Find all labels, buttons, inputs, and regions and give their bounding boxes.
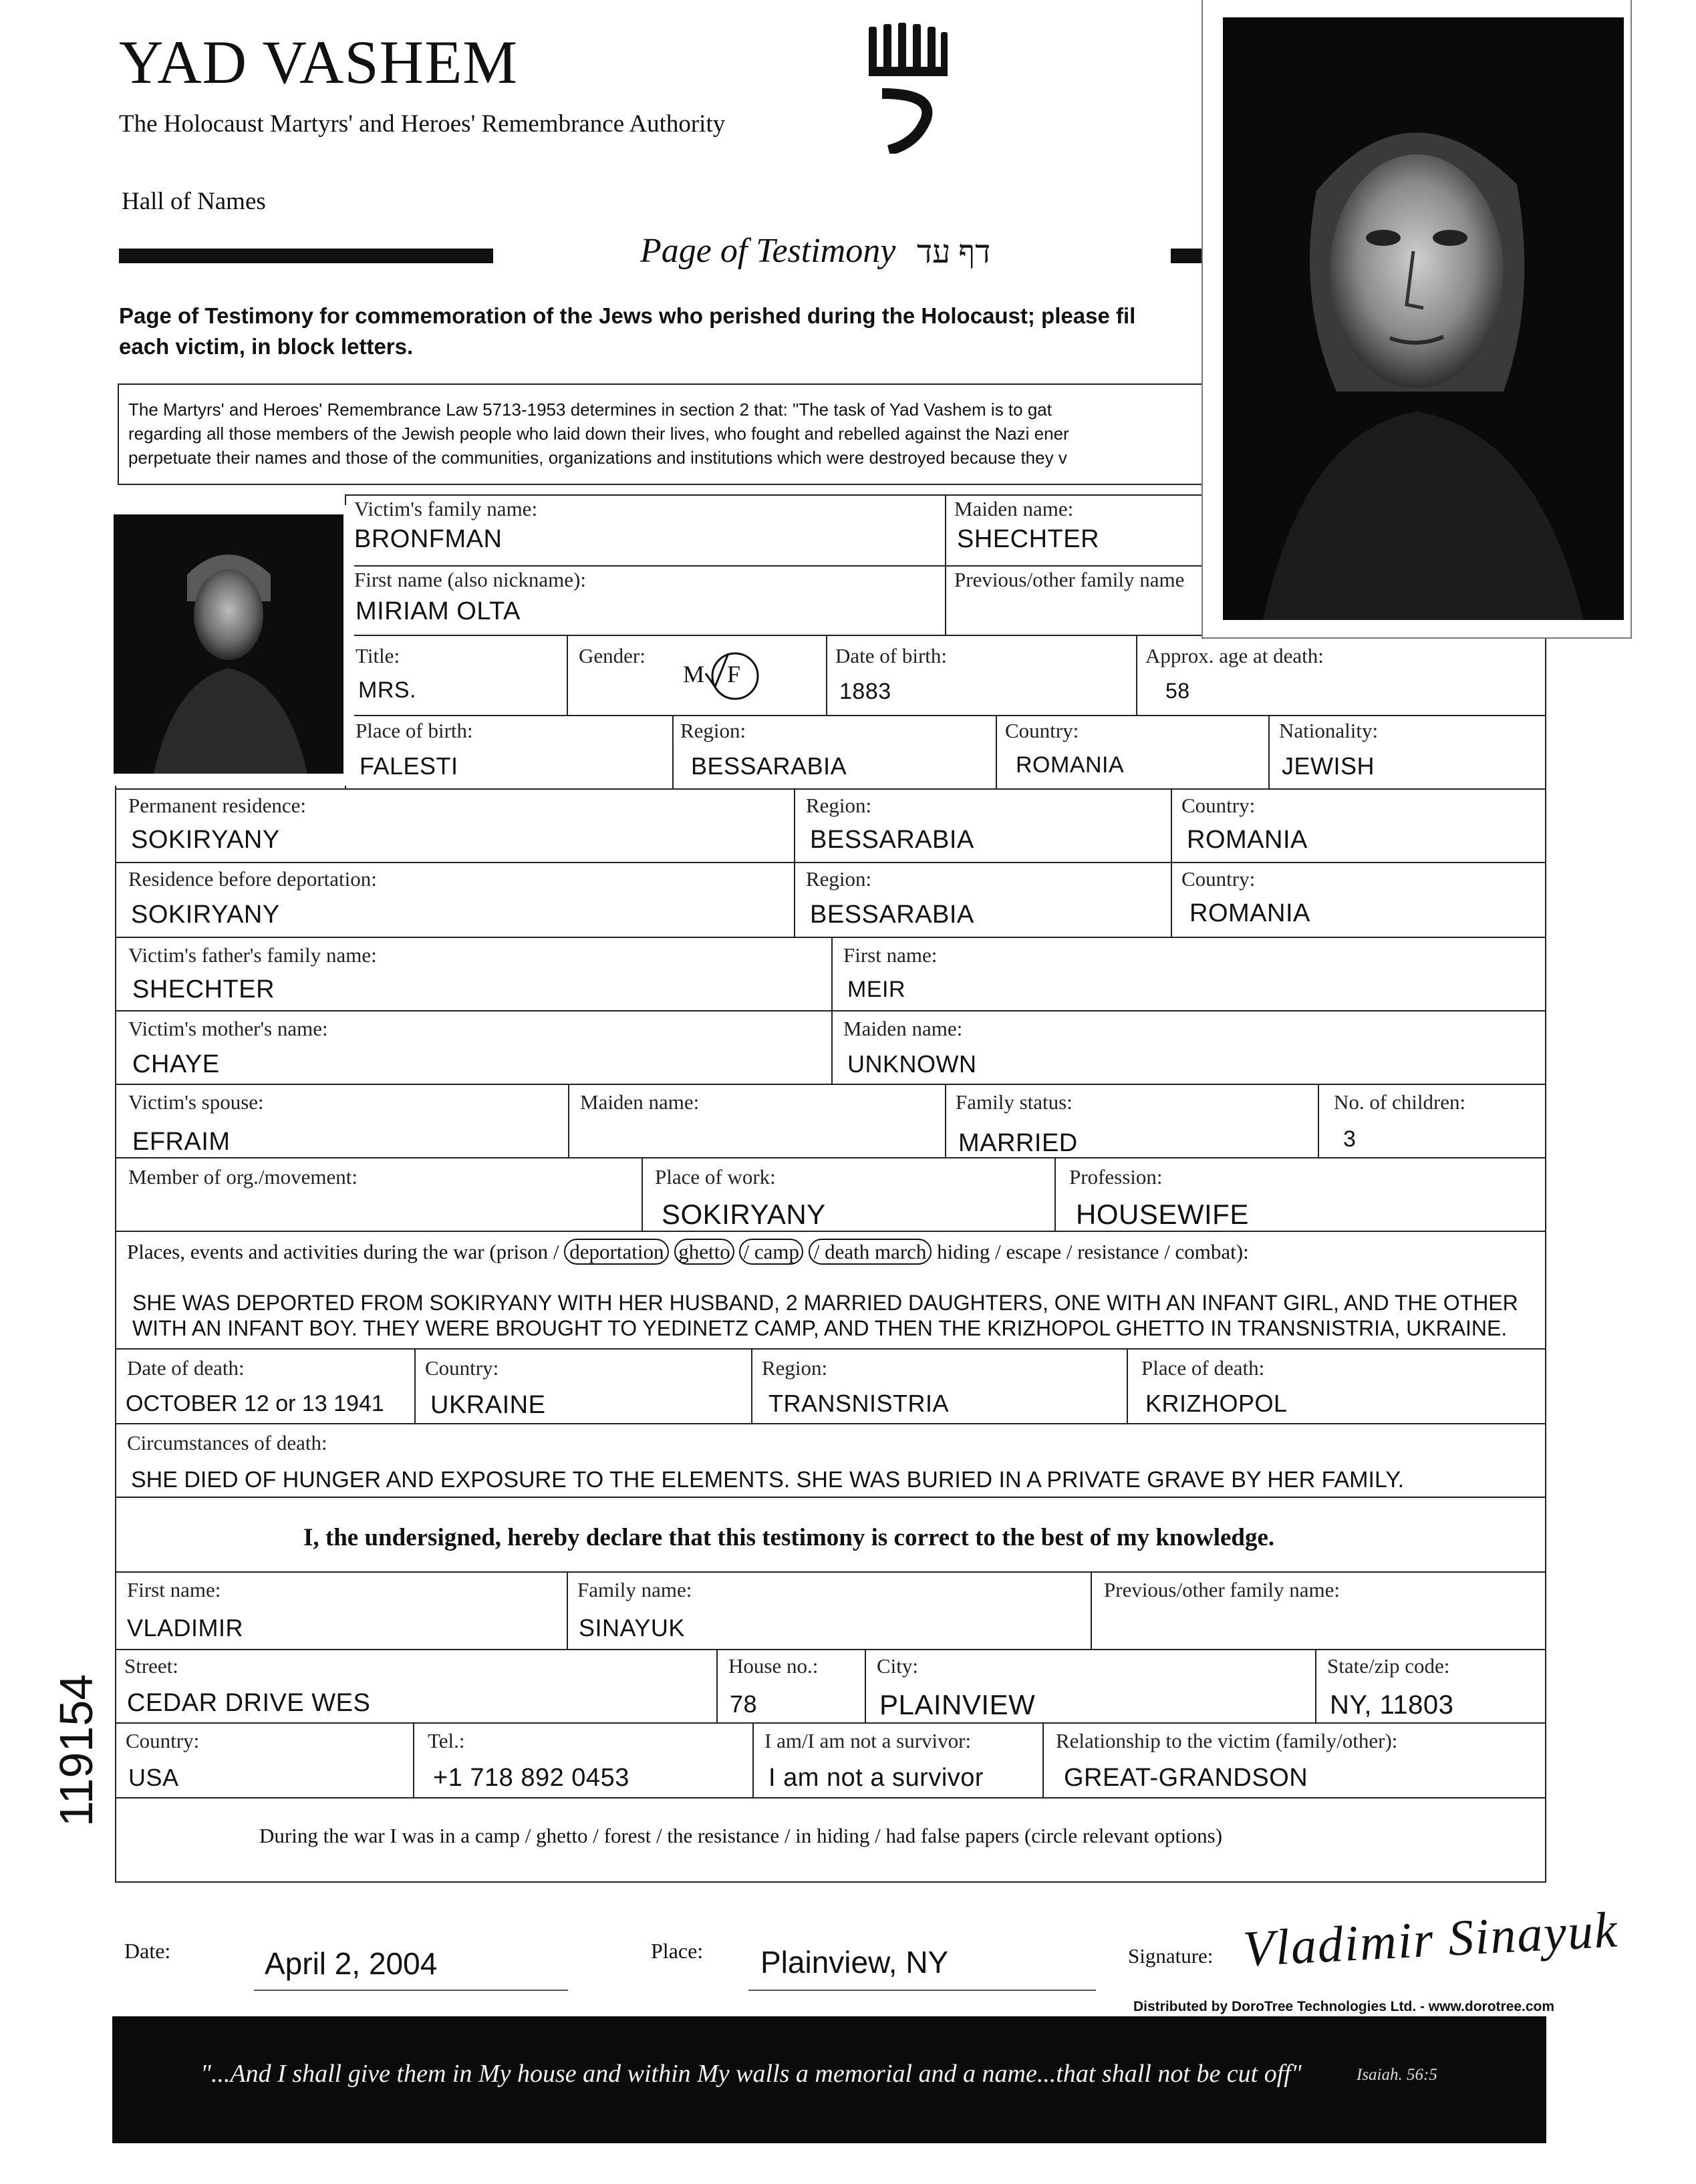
children: 3 — [1343, 1126, 1357, 1152]
country: USA — [128, 1764, 179, 1791]
grid — [1054, 1157, 1056, 1232]
victim-pob-region: BESSARABIA — [691, 752, 847, 780]
grid — [115, 1084, 1546, 1085]
res-before-country: ROMANIA — [1189, 899, 1310, 927]
victim-nationality-label: Nationality: — [1279, 719, 1379, 742]
page-title-hebrew: דף עד — [917, 235, 991, 270]
death-region-label: Region: — [762, 1356, 828, 1380]
date-underline — [254, 1990, 568, 1991]
father: SHECHTER — [132, 975, 275, 1003]
grid — [115, 1348, 1546, 1350]
margin-number: 119154 — [50, 1674, 102, 1827]
victim-previous-name-label: Previous/other family name — [954, 568, 1185, 591]
grid — [751, 1348, 752, 1424]
survivor-label: I am/I am not a survivor: — [764, 1729, 972, 1752]
form-left-border — [115, 708, 116, 1883]
hall-of-names: Hall of Names — [122, 188, 266, 215]
small-victim-photo — [114, 514, 343, 774]
grid — [672, 715, 674, 790]
instructions-line-2: each victim, in block letters. — [119, 334, 414, 359]
tel-label: Tel.: — [428, 1729, 465, 1752]
grid — [345, 565, 1227, 567]
place: Plainview, NY — [760, 1945, 949, 1980]
victim-pob: FALESTI — [360, 752, 458, 780]
war-opt-ghetto: ghetto — [674, 1239, 734, 1265]
grid — [865, 1649, 866, 1724]
father-first-label: First name: — [843, 943, 938, 967]
grid — [567, 1571, 568, 1650]
work: SOKIRYANY — [662, 1199, 826, 1230]
victim-pob-country-label: Country: — [1005, 719, 1079, 742]
dod-label: Date of death: — [127, 1356, 245, 1380]
grid — [345, 715, 1546, 716]
grid — [115, 1649, 1546, 1650]
gender-f: F — [727, 661, 741, 687]
grid — [567, 635, 568, 716]
victim-title-label: Title: — [356, 644, 400, 667]
victim-maiden-name: SHECHTER — [957, 525, 1100, 553]
spouse-label: Victim's spouse: — [128, 1090, 264, 1114]
street: CEDAR DRIVE WES — [127, 1689, 371, 1717]
father-label: Victim's father's family name: — [128, 943, 377, 967]
grid — [752, 1722, 754, 1799]
page-title: Page of Testimony — [640, 232, 896, 270]
perm-country-label: Country: — [1181, 794, 1256, 817]
grid — [115, 788, 1546, 790]
distributed-by: Distributed by DoroTree Technologies Ltd. - www.dorotree.com — [1133, 1999, 1555, 2014]
place-underline — [748, 1990, 1096, 1991]
dod: OCTOBER 12 or 13 1941 — [126, 1391, 384, 1416]
death-place-label: Place of death: — [1141, 1356, 1265, 1380]
submitter-family-name-label: Family name: — [577, 1578, 692, 1601]
place-label: Place: — [651, 1939, 704, 1963]
death-region: TRANSNISTRIA — [768, 1390, 950, 1417]
mother: CHAYE — [132, 1050, 220, 1078]
war-label-a: Places, events and activities during the war (prison / — [127, 1240, 559, 1263]
form-bottom-border — [115, 1881, 1546, 1883]
family-status-label: Family status: — [956, 1090, 1073, 1114]
street-label: Street: — [124, 1654, 178, 1678]
victim-first-name: MIRIAM OLTA — [356, 597, 521, 625]
war-opt-deportation: deportation — [564, 1239, 669, 1265]
grid — [1171, 788, 1172, 938]
quote-source: Isaiah. 56:5 — [1357, 2066, 1437, 2084]
law-line-3: perpetuate their names and those of the communities, organizations and institutions which were destroyed because they v — [128, 448, 1067, 468]
war-options-line — [127, 1240, 1249, 1264]
circumstances: SHE DIED OF HUNGER AND EXPOSURE TO THE ELEMENTS. SHE WAS BURIED IN A PRIVATE GRAVE BY HER FAMILY. — [131, 1467, 1405, 1493]
law-line-2: regarding all those members of the Jewish people who laid down their lives, who fought and rebelled against the Nazi ener — [128, 424, 1069, 444]
war-opt-death-march: / death march — [809, 1239, 932, 1265]
grid — [115, 1797, 1546, 1799]
grid — [115, 1571, 1546, 1573]
grid — [1091, 1571, 1092, 1650]
war-label-b: hiding / escape / resistance / combat): — [937, 1240, 1249, 1263]
title-bar-left — [119, 249, 493, 263]
death-country: UKRAINE — [430, 1391, 546, 1419]
perm-res-label: Permanent residence: — [128, 794, 306, 817]
perm-country: ROMANIA — [1187, 826, 1308, 854]
victim-family-name-label: Victim's family name: — [354, 497, 538, 520]
grid — [945, 1084, 946, 1158]
victim-dob-label: Date of birth: — [835, 644, 948, 667]
spouse-maiden-label: Maiden name: — [580, 1090, 700, 1114]
survivor: I am not a survivor — [768, 1764, 984, 1792]
profession: HOUSEWIFE — [1076, 1199, 1249, 1230]
law-line-1: The Martyrs' and Heroes' Remembrance Law 5713-1953 determines in section 2 that: "The task of Yad Vashem is to gat — [128, 400, 1052, 420]
victim-maiden-name-label: Maiden name: — [954, 497, 1074, 520]
victim-age: 58 — [1165, 679, 1190, 703]
victim-gender-label: Gender: — [579, 644, 646, 667]
grid — [1315, 1649, 1316, 1724]
signature: Vladimir Sinayuk — [1242, 1901, 1620, 1978]
work-label: Place of work: — [655, 1165, 776, 1189]
grid — [414, 1348, 416, 1424]
quote: "...And I shall give them in My house and within My walls a memorial and a name...that shall not be cut off" — [200, 2060, 1302, 2088]
large-victim-photo — [1223, 17, 1624, 620]
instructions-line-1: Page of Testimony for commemoration of the Jews who perished during the Holocaust; please fil — [119, 303, 1136, 328]
victim-family-name: BRONFMAN — [354, 525, 503, 553]
grid — [642, 1157, 643, 1232]
gender-selection-circle-icon — [698, 647, 764, 707]
tel: +1 718 892 0453 — [433, 1764, 629, 1792]
perm-region: BESSARABIA — [810, 826, 974, 854]
grid — [115, 1423, 1546, 1424]
org-name: YAD VASHEM — [119, 28, 519, 96]
org-subtitle: The Holocaust Martyrs' and Heroes' Remembrance Authority — [119, 110, 726, 138]
date: April 2, 2004 — [265, 1946, 438, 1981]
country-label: Country: — [126, 1729, 200, 1752]
res-before-country-label: Country: — [1181, 867, 1256, 891]
grid — [115, 1157, 1546, 1158]
victim-pob-label: Place of birth: — [356, 719, 473, 742]
submitter-first-name-label: First name: — [127, 1578, 221, 1601]
war-text-2: WITH AN INFANT BOY. THEY WERE BROUGHT TO YEDINETZ CAMP, AND THEN THE KRIZHOPOL GHETTO IN TRANSNISTRIA, UKRAINE. — [132, 1316, 1508, 1340]
relationship: GREAT-GRANDSON — [1064, 1764, 1308, 1792]
submitter-family-name: SINAYUK — [579, 1614, 685, 1642]
grid — [115, 1497, 1546, 1498]
city-label: City: — [877, 1654, 919, 1678]
yad-vashem-logo-icon — [862, 20, 956, 154]
mother-maiden: UNKNOWN — [847, 1050, 977, 1078]
war-text-1: SHE WAS DEPORTED FROM SOKIRYANY WITH HER HUSBAND, 2 MARRIED DAUGHTERS, ONE WITH AN INFANT GIRL, AND THE OTHER — [132, 1291, 1518, 1315]
state: NY, 11803 — [1330, 1690, 1454, 1720]
gender-m: M — [683, 661, 705, 687]
res-before-label: Residence before deportation: — [128, 867, 377, 891]
grid — [826, 635, 827, 716]
perm-res: SOKIRYANY — [131, 826, 280, 854]
grid — [413, 1722, 414, 1799]
grid — [996, 715, 997, 790]
grid — [115, 1231, 1546, 1232]
submitter-previous-label: Previous/other family name: — [1104, 1578, 1340, 1601]
grid — [794, 788, 795, 938]
children-label: No. of children: — [1334, 1090, 1466, 1114]
circumstances-label: Circumstances of death: — [127, 1431, 327, 1454]
relationship-label: Relationship to the victim (family/other): — [1056, 1729, 1398, 1752]
victim-nationality: JEWISH — [1282, 752, 1375, 780]
victim-pob-region-label: Region: — [680, 719, 746, 742]
family-status: MARRIED — [958, 1129, 1078, 1157]
victim-first-name-label: First name (also nickname): — [354, 568, 586, 591]
member-label: Member of org./movement: — [128, 1165, 358, 1189]
declaration: I, the undersigned, hereby declare that this testimony is correct to the best of my knowledge. — [303, 1524, 1275, 1551]
form-right-border — [1545, 635, 1546, 1883]
grid — [115, 862, 1546, 863]
victim-title: MRS. — [358, 677, 416, 703]
signature-label: Signature: — [1128, 1944, 1214, 1968]
city: PLAINVIEW — [879, 1689, 1036, 1720]
res-before-region-label: Region: — [806, 867, 872, 891]
mother-label: Victim's mother's name: — [128, 1017, 328, 1040]
grid — [1268, 715, 1270, 790]
grid — [115, 1722, 1546, 1724]
death-place: KRIZHOPOL — [1145, 1390, 1288, 1417]
house: 78 — [730, 1690, 758, 1718]
victim-dob: 1883 — [839, 679, 891, 704]
victim-age-label: Approx. age at death: — [1145, 644, 1324, 667]
submitter-first-name: VLADIMIR — [127, 1614, 244, 1642]
grid — [1136, 635, 1137, 716]
war-opt-camp: / camp — [739, 1239, 803, 1265]
death-country-label: Country: — [425, 1356, 499, 1380]
date-label: Date: — [124, 1939, 171, 1963]
res-before: SOKIRYANY — [131, 901, 280, 929]
grid — [115, 1010, 1546, 1011]
grid — [345, 494, 1227, 496]
grid — [568, 1084, 569, 1158]
profession-label: Profession: — [1069, 1165, 1163, 1189]
father-first: MEIR — [847, 977, 905, 1002]
grid — [1127, 1348, 1128, 1424]
spouse: EFRAIM — [132, 1128, 231, 1156]
perm-region-label: Region: — [806, 794, 872, 817]
victim-pob-country: ROMANIA — [1016, 752, 1125, 778]
mother-maiden-label: Maiden name: — [843, 1017, 963, 1040]
grid — [1318, 1084, 1319, 1158]
res-before-region: BESSARABIA — [810, 901, 974, 929]
state-label: State/zip code: — [1327, 1654, 1450, 1678]
grid — [1042, 1722, 1044, 1799]
house-label: House no.: — [728, 1654, 819, 1678]
war-note: During the war I was in a camp / ghetto / forest / the resistance / in hiding / had false papers (circle relevant options) — [259, 1824, 1223, 1847]
grid — [716, 1649, 718, 1724]
grid — [115, 937, 1546, 938]
